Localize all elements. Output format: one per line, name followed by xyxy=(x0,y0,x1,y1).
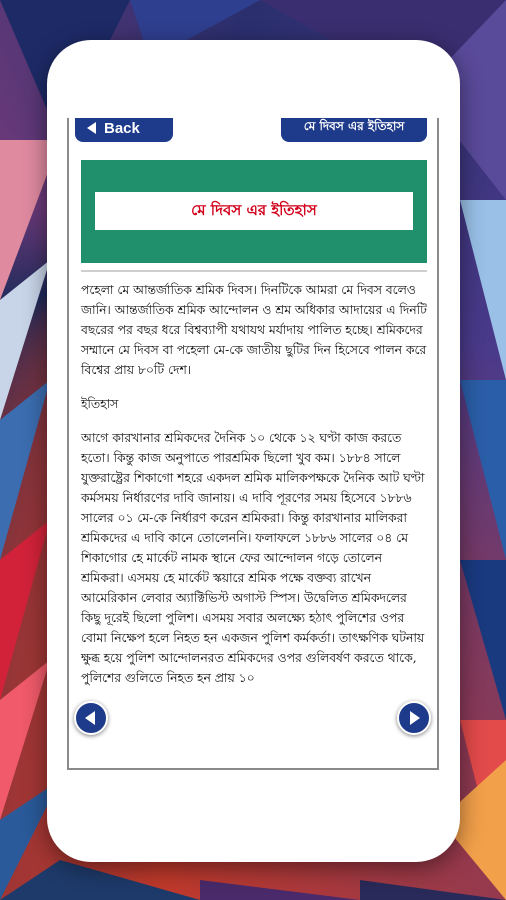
page-title-button[interactable]: মে দিবস এর ইতিহাস xyxy=(281,118,427,142)
back-button[interactable] xyxy=(75,118,173,142)
prev-arrow-icon xyxy=(85,711,95,725)
back-arrow-icon xyxy=(87,122,96,134)
top-toolbar xyxy=(69,118,437,144)
back-button-label: Back xyxy=(104,119,140,137)
article-history: আগে কারখানার শ্রমিকদের দৈনিক ১০ থেকে ১২ ঘণ্টা কাজ করতে হতো। কিন্তু কাজ অনুপাতে পারশ্রমিক ছিলো খুব কম। ১৮৮৪ সালে যুক্তরাষ্ট্রের শিকাগো শহরে একদল শ্রমিক মালিকপক্ষকে দৈনিক আট ঘণ্টা কর্মসময় নির্ধারণের দাবি জানায়। এ দাবি পূরণের সময় হিসেবে ১৮৮৬ সালের ০১ মে-কে নির্ধারণ করেন শ্রমিকরা। কিন্তু কারখানার মালিকরা শ্রমিকদের এ দাবি কানে তোলেননি। ফলাফলে ১৮৮৬ সালের ০৪ মে শিকাগোর হে মার্কেট নামক স্থানে ফের আন্দোলন গড়ে তোলেন শ্রমিকরা। এসময় হে মার্কেট স্কয়ারে শ্রমিক পক্ষে বক্তব্য রাখেন আমেরিকান লেবার অ্যাক্টিভিস্ট অগাস্ট স্পিস। উদ্বেলিত শ্রমিকদলের কিছু দূরেই ছিলো পুলিশ। এসময় সবার অলক্ষ্যে হঠাৎ পুলিশের ওপর বোমা নিক্ষেপ হলে নিহত হন একজন পুলিশ কর্মকর্তা। তাৎক্ষণিক ঘটনায় ক্ষুব্ধ হয়ে পুলিশ আন্দোলনরত শ্রমিকদের ওপর গুলিবর্ষণ করতে থাকে, পুলিশের গুলিতে নিহত হন প্রায় ১০ xyxy=(81,431,425,685)
app-screen xyxy=(67,118,439,770)
next-page-button[interactable] xyxy=(397,701,431,735)
article-intro: পহেলা মে আন্তর্জাতিক শ্রমিক দিবস। দিনটিকে আমরা মে দিবস বলেও জানি। আন্তর্জাতিক শ্রমিক আন্দোলন ও শ্রম অধিকার আদায়ের এ দিনটি বছরের পর বছর ধরে বিশ্বব্যাপী যথাযথ মর্যাদায় পালিত হচ্ছে। শ্রমিকদের সম্মানে মে দিবস বা পহেলা মে-কে জাতীয় ছুটির দিন হিসেবে পালন করে বিশ্বের প্রায় ৮০টি দেশ। xyxy=(81,283,427,377)
section-heading: ইতিহাস xyxy=(81,397,119,411)
prev-page-button[interactable] xyxy=(74,701,108,735)
banner-title: মে দিবস এর ইতিহাস xyxy=(95,192,413,230)
divider xyxy=(81,270,427,272)
next-arrow-icon xyxy=(410,711,420,725)
article-body xyxy=(81,280,427,702)
title-banner xyxy=(81,160,427,263)
